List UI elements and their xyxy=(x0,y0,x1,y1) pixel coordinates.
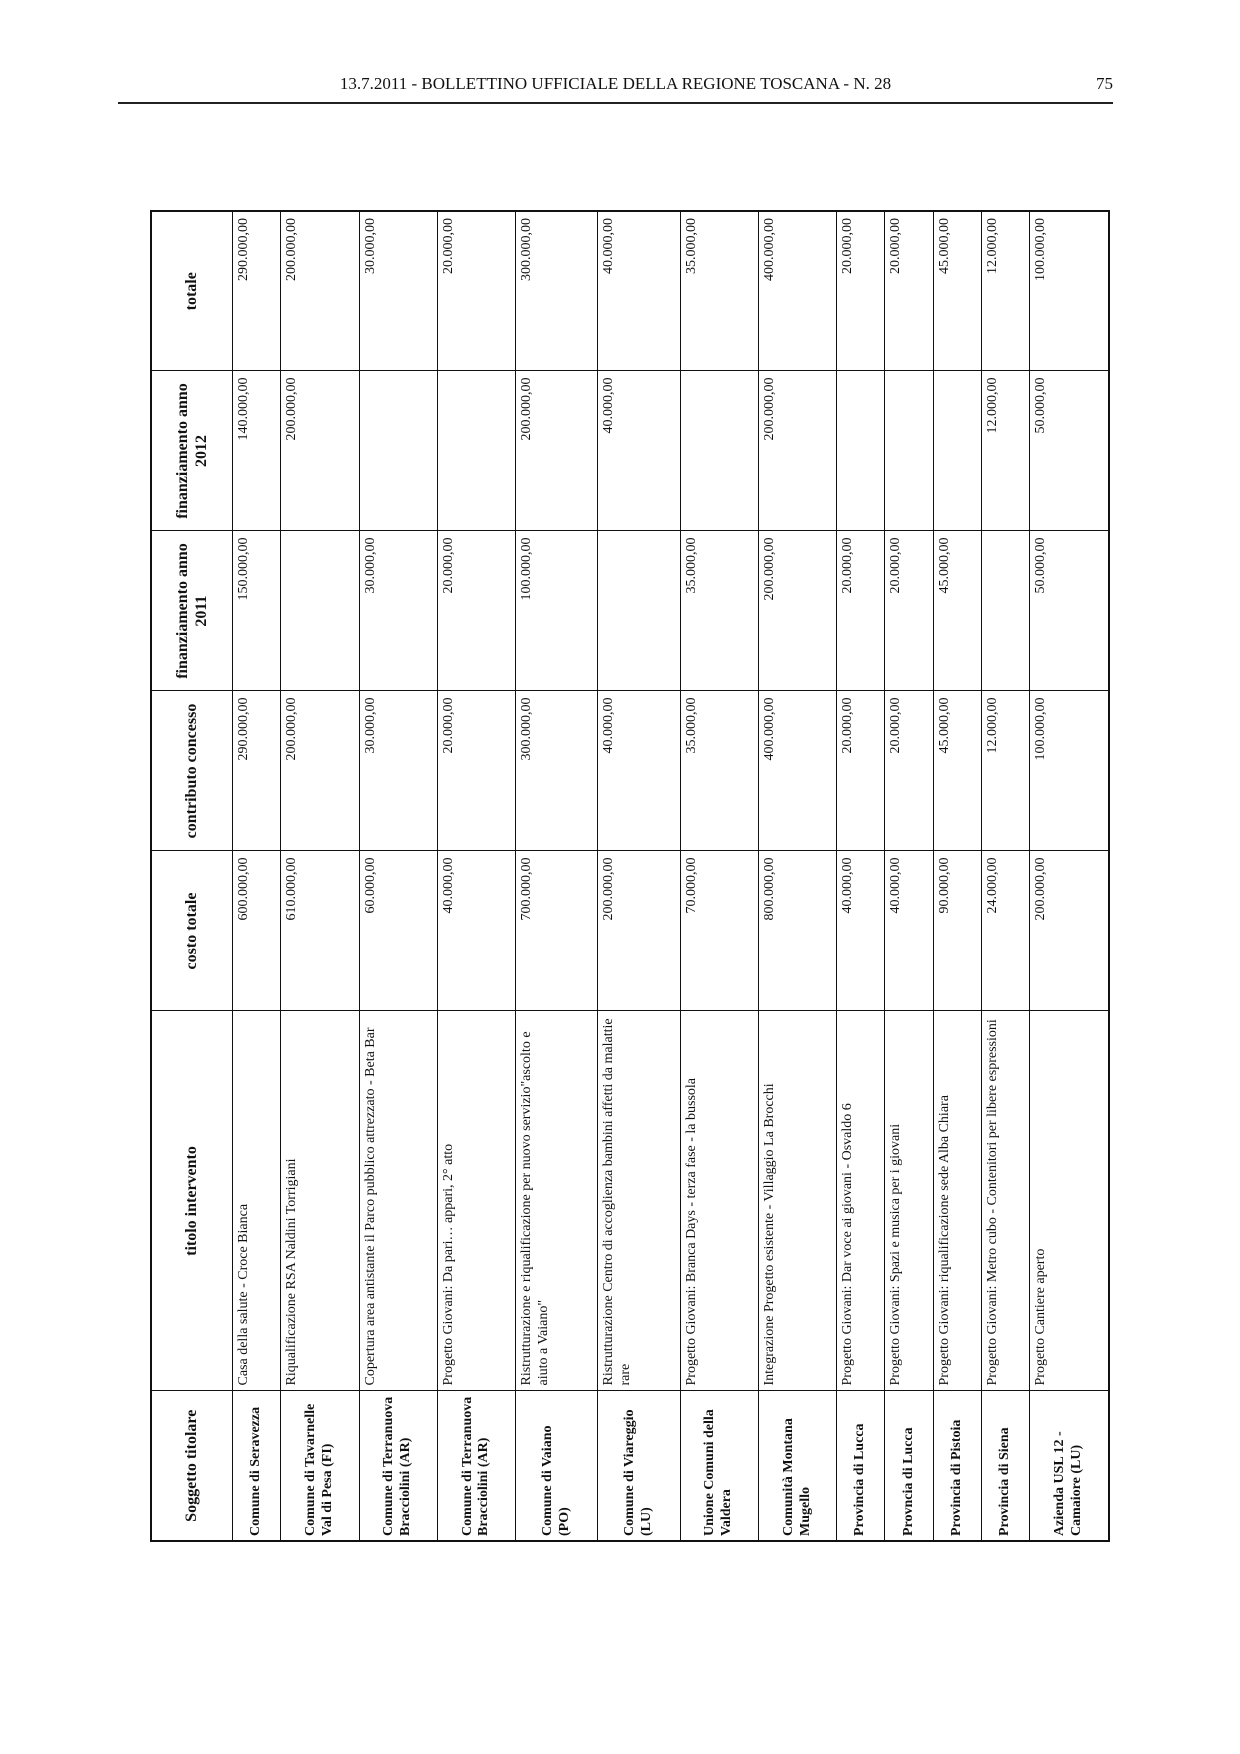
table-row xyxy=(680,211,758,1541)
cell-totale: 20.000,00 xyxy=(437,211,515,371)
cell-titolo: Progetto Giovani: Da pari… appari, 2° atto xyxy=(437,1011,515,1391)
cell-fin2012: 50.000,00 xyxy=(1030,371,1109,531)
cell-costo: 90.000,00 xyxy=(933,851,981,1011)
cell-fin2012: 140.000,00 xyxy=(233,371,281,531)
table-row xyxy=(981,211,1029,1541)
cell-costo: 24.000,00 xyxy=(981,851,1029,1011)
cell-soggetto: Comune di Tavarnelle Val di Pesa (FI) xyxy=(281,1391,359,1541)
cell-soggetto: Azienda USL 12 - Camaiore (LU) xyxy=(1030,1391,1109,1541)
cell-fin2011: 200.000,00 xyxy=(758,531,836,691)
cell-titolo: Copertura area antistante il Parco pubblico attrezzato - Beta Bar xyxy=(359,1011,437,1391)
cell-fin2012: 200.000,00 xyxy=(758,371,836,531)
cell-totale: 45.000,00 xyxy=(933,211,981,371)
cell-totale: 290.000,00 xyxy=(233,211,281,371)
cell-fin2011 xyxy=(981,531,1029,691)
cell-costo: 60.000,00 xyxy=(359,851,437,1011)
cell-fin2012 xyxy=(933,371,981,531)
cell-costo: 800.000,00 xyxy=(758,851,836,1011)
cell-totale: 30.000,00 xyxy=(359,211,437,371)
rotated-table-wrapper xyxy=(150,212,1110,1542)
cell-soggetto: Comune di Vaiano (PO) xyxy=(516,1391,598,1541)
cell-fin2011: 100.000,00 xyxy=(516,531,598,691)
cell-costo: 200.000,00 xyxy=(1030,851,1109,1011)
cell-contributo: 45.000,00 xyxy=(933,691,981,851)
cell-costo: 40.000,00 xyxy=(837,851,885,1011)
cell-fin2011: 45.000,00 xyxy=(933,531,981,691)
cell-totale: 12.000,00 xyxy=(981,211,1029,371)
cell-soggetto: Provincia di Lucca xyxy=(837,1391,885,1541)
table-row xyxy=(598,211,680,1541)
cell-contributo: 40.000,00 xyxy=(598,691,680,851)
cell-costo: 200.000,00 xyxy=(598,851,680,1011)
cell-costo: 610.000,00 xyxy=(281,851,359,1011)
cell-totale: 200.000,00 xyxy=(281,211,359,371)
cell-contributo: 20.000,00 xyxy=(885,691,933,851)
col-header-contributo: contributo concesso xyxy=(151,691,233,851)
cell-soggetto: Provincia di Siena xyxy=(981,1391,1029,1541)
table-row xyxy=(281,211,359,1541)
col-header-fin2012: finanziamento anno 2012 xyxy=(151,371,233,531)
cell-titolo: Progetto Cantiere aperto xyxy=(1030,1011,1109,1391)
cell-fin2012: 12.000,00 xyxy=(981,371,1029,531)
table-row xyxy=(233,211,281,1541)
cell-fin2012 xyxy=(885,371,933,531)
cell-totale: 20.000,00 xyxy=(837,211,885,371)
col-header-costo: costo totale xyxy=(151,851,233,1011)
cell-titolo: Ristrutturazione e riqualificazione per nuovo servizio"ascolto e aiuto a Vaiano" xyxy=(516,1011,598,1391)
cell-totale: 35.000,00 xyxy=(680,211,758,371)
cell-titolo: Casa della salute - Croce Bianca xyxy=(233,1011,281,1391)
cell-soggetto: Comune di Viareggio (LU) xyxy=(598,1391,680,1541)
cell-titolo: Integrazione Progetto esistente - Villaggio La Brocchi xyxy=(758,1011,836,1391)
cell-titolo: Riqualificazione RSA Naldini Torrigiani xyxy=(281,1011,359,1391)
cell-contributo: 200.000,00 xyxy=(281,691,359,851)
col-header-totale: totale xyxy=(151,211,233,371)
cell-fin2011: 50.000,00 xyxy=(1030,531,1109,691)
cell-totale: 100.000,00 xyxy=(1030,211,1109,371)
col-header-fin2011: finanziamento anno 2011 xyxy=(151,531,233,691)
cell-fin2012 xyxy=(437,371,515,531)
cell-titolo: Ristrutturazione Centro di accoglienza bambini affetti da malattie rare xyxy=(598,1011,680,1391)
cell-fin2011: 20.000,00 xyxy=(885,531,933,691)
cell-titolo: Progetto Giovani: Branca Days - terza fase - la bussola xyxy=(680,1011,758,1391)
table-row xyxy=(437,211,515,1541)
cell-soggetto: Comune di Terranuova Bracciolini (AR) xyxy=(359,1391,437,1541)
cell-fin2012: 200.000,00 xyxy=(516,371,598,531)
cell-titolo: Progetto Giovani: riqualificazione sede Alba Chiara xyxy=(933,1011,981,1391)
cell-soggetto: Comune di Terranuova Bracciolini (AR) xyxy=(437,1391,515,1541)
col-header-titolo: titolo intervento xyxy=(151,1011,233,1391)
cell-fin2011 xyxy=(598,531,680,691)
cell-fin2011 xyxy=(281,531,359,691)
cell-fin2011: 35.000,00 xyxy=(680,531,758,691)
cell-contributo: 290.000,00 xyxy=(233,691,281,851)
cell-fin2012 xyxy=(680,371,758,531)
cell-fin2012: 40.000,00 xyxy=(598,371,680,531)
cell-fin2011: 20.000,00 xyxy=(437,531,515,691)
cell-totale: 40.000,00 xyxy=(598,211,680,371)
funding-table xyxy=(150,210,1110,1542)
cell-totale: 300.000,00 xyxy=(516,211,598,371)
cell-contributo: 20.000,00 xyxy=(437,691,515,851)
cell-costo: 40.000,00 xyxy=(885,851,933,1011)
table-row xyxy=(885,211,933,1541)
page-number: 75 xyxy=(1096,74,1113,93)
cell-soggetto: Comune di Seravezza xyxy=(233,1391,281,1541)
cell-fin2011: 30.000,00 xyxy=(359,531,437,691)
cell-costo: 600.000,00 xyxy=(233,851,281,1011)
table-row xyxy=(359,211,437,1541)
header-title: 13.7.2011 - BOLLETTINO UFFICIALE DELLA REGIONE TOSCANA - N. 28 xyxy=(339,74,892,93)
cell-soggetto: Unione Comuni della Valdera xyxy=(680,1391,758,1541)
cell-titolo: Progetto Giovani: Dar voce ai giovani - Osvaldo 6 xyxy=(837,1011,885,1391)
table-row xyxy=(837,211,885,1541)
cell-soggetto: Comunità Montana Mugello xyxy=(758,1391,836,1541)
cell-contributo: 30.000,00 xyxy=(359,691,437,851)
col-header-soggetto: Soggetto titolare xyxy=(151,1391,233,1541)
cell-contributo: 12.000,00 xyxy=(981,691,1029,851)
cell-fin2011: 20.000,00 xyxy=(837,531,885,691)
table-row xyxy=(758,211,836,1541)
cell-contributo: 400.000,00 xyxy=(758,691,836,851)
cell-costo: 70.000,00 xyxy=(680,851,758,1011)
cell-totale: 20.000,00 xyxy=(885,211,933,371)
cell-totale: 400.000,00 xyxy=(758,211,836,371)
cell-contributo: 20.000,00 xyxy=(837,691,885,851)
cell-fin2012 xyxy=(837,371,885,531)
cell-fin2012 xyxy=(359,371,437,531)
table-row xyxy=(516,211,598,1541)
cell-titolo: Progetto Giovani: Spazi e musica per i giovani xyxy=(885,1011,933,1391)
table-row xyxy=(933,211,981,1541)
cell-soggetto: Provncia di Lucca xyxy=(885,1391,933,1541)
table-row xyxy=(1030,211,1109,1541)
cell-costo: 40.000,00 xyxy=(437,851,515,1011)
cell-soggetto: Provincia di Pistoia xyxy=(933,1391,981,1541)
cell-costo: 700.000,00 xyxy=(516,851,598,1011)
cell-fin2011: 150.000,00 xyxy=(233,531,281,691)
cell-contributo: 100.000,00 xyxy=(1030,691,1109,851)
cell-contributo: 300.000,00 xyxy=(516,691,598,851)
header-row xyxy=(151,211,233,1541)
cell-titolo: Progetto Giovani: Metro cubo - Contenitori per libere espressioni xyxy=(981,1011,1029,1391)
page-header xyxy=(118,70,1113,104)
cell-fin2012: 200.000,00 xyxy=(281,371,359,531)
cell-contributo: 35.000,00 xyxy=(680,691,758,851)
